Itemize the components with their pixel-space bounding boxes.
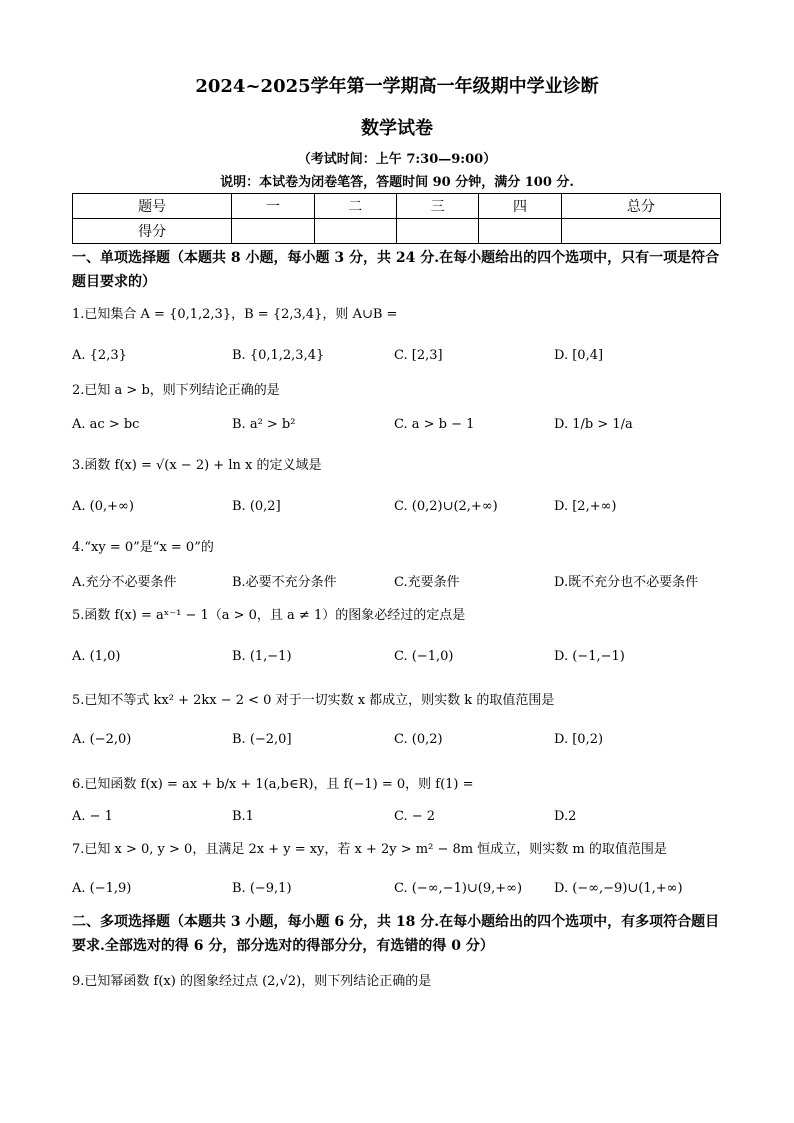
question-stem: 3.函数 f(x) = √(x − 2) + ln x 的定义域是 (72, 458, 322, 473)
option-a: A. − 1 (72, 809, 113, 824)
score-cell: 一 (232, 194, 314, 219)
score-cell: 三 (396, 194, 478, 219)
option-b: B. (−9,1) (232, 881, 292, 896)
option-c: C. [2,3] (394, 348, 443, 363)
exam-note: 说明：本试卷为闭卷笔答，答题时间 90 分钟，满分 100 分. (220, 175, 574, 190)
score-cell (314, 219, 396, 244)
option-b: B. (−2,0] (232, 732, 292, 747)
option-a: A. {2,3} (72, 348, 127, 363)
option-d: D. 1/b > 1/a (554, 417, 633, 432)
section-heading-multiple-choice: 二、多项选择题（本题共 3 小题，每小题 6 分，共 18 分.在每小题给出的四个选项中，有多项符合题目要求.全部选对的得 6 分，部分选对的得部分分，有选错的得 0 分） (72, 914, 720, 954)
question-options (72, 413, 722, 437)
exam-title: 2024~2025学年第一学期高一年级期中学业诊断 (195, 76, 599, 97)
question-stem: 9.已知幂函数 f(x) 的图象经过点 (2,√2)，则下列结论正确的是 (72, 974, 432, 989)
question-options (72, 877, 722, 901)
question-options (72, 805, 722, 829)
question-options (72, 645, 722, 669)
option-a: A. (1,0) (72, 649, 121, 664)
option-d: D. [2,+∞) (554, 499, 617, 514)
score-cell: 题号 (73, 194, 232, 219)
option-b: B.1 (232, 809, 254, 824)
question-options (72, 728, 722, 752)
option-d: D. (−1,−1) (554, 649, 625, 664)
exam-time: （考试时间：上午 7:30—9:00） (297, 152, 497, 167)
score-cell (479, 219, 561, 244)
score-table (72, 193, 721, 244)
option-d: D. [0,2) (554, 732, 604, 747)
question-stem: 1.已知集合 A = {0,1,2,3}，B = {2,3,4}，则 A∪B = (72, 307, 398, 322)
option-c: C. a > b − 1 (394, 417, 475, 432)
option-d: D. [0,4] (554, 348, 604, 363)
score-cell (232, 219, 314, 244)
option-a: A. ac > bc (72, 417, 140, 432)
option-a: A.充分不必要条件 (72, 575, 177, 590)
option-d: D. (−∞,−9)∪(1,+∞) (554, 881, 683, 896)
question-stem: 5.已知不等式 kx² + 2kx − 2 < 0 对于一切实数 x 都成立，则实数 k 的取值范围是 (72, 693, 555, 708)
option-b: B. (1,−1) (232, 649, 292, 664)
question-stem: 4.“xy = 0”是“x = 0”的 (72, 540, 214, 555)
question-stem: 5.函数 f(x) = aˣ⁻¹ − 1（a > 0，且 a ≠ 1）的图象必经过的定点是 (72, 608, 466, 623)
option-d: D.既不充分也不必要条件 (554, 575, 699, 590)
score-table-header-row (73, 194, 721, 219)
question-stem: 2.已知 a > b，则下列结论正确的是 (72, 383, 280, 398)
score-table-score-row (73, 219, 721, 244)
question-options (72, 344, 722, 368)
option-a: A. (−2,0) (72, 732, 132, 747)
score-cell: 总分 (561, 194, 720, 219)
option-b: B.必要不充分条件 (232, 575, 337, 590)
option-c: C. − 2 (394, 809, 436, 824)
option-d: D.2 (554, 809, 577, 824)
option-b: B. (0,2] (232, 499, 281, 514)
question-options (72, 571, 722, 595)
question-stem: 6.已知函数 f(x) = ax + b/x + 1(a,b∈R)，且 f(−1) = 0，则 f(1) = (72, 777, 474, 792)
option-c: C. (0,2) (394, 732, 443, 747)
question-stem: 7.已知 x > 0, y > 0，且满足 2x + y = xy，若 x + 2y > m² − 8m 恒成立，则实数 m 的取值范围是 (72, 842, 667, 857)
option-c: C. (−1,0) (394, 649, 454, 664)
score-cell: 四 (479, 194, 561, 219)
score-cell: 得分 (73, 219, 232, 244)
option-c: C. (0,2)∪(2,+∞) (394, 499, 498, 514)
option-b: B. {0,1,2,3,4} (232, 348, 325, 363)
option-a: A. (0,+∞) (72, 499, 134, 514)
option-c: C.充要条件 (394, 575, 460, 590)
option-b: B. a² > b² (232, 417, 296, 432)
score-cell: 二 (314, 194, 396, 219)
section-heading-single-choice: 一、单项选择题（本题共 8 小题，每小题 3 分，共 24 分.在每小题给出的四个选项中，只有一项是符合题目要求的） (72, 250, 720, 290)
option-a: A. (−1,9) (72, 881, 132, 896)
exam-subtitle: 数学试卷 (361, 118, 433, 139)
question-options (72, 495, 722, 519)
score-cell (396, 219, 478, 244)
option-c: C. (−∞,−1)∪(9,+∞) (394, 881, 523, 896)
score-cell (561, 219, 720, 244)
